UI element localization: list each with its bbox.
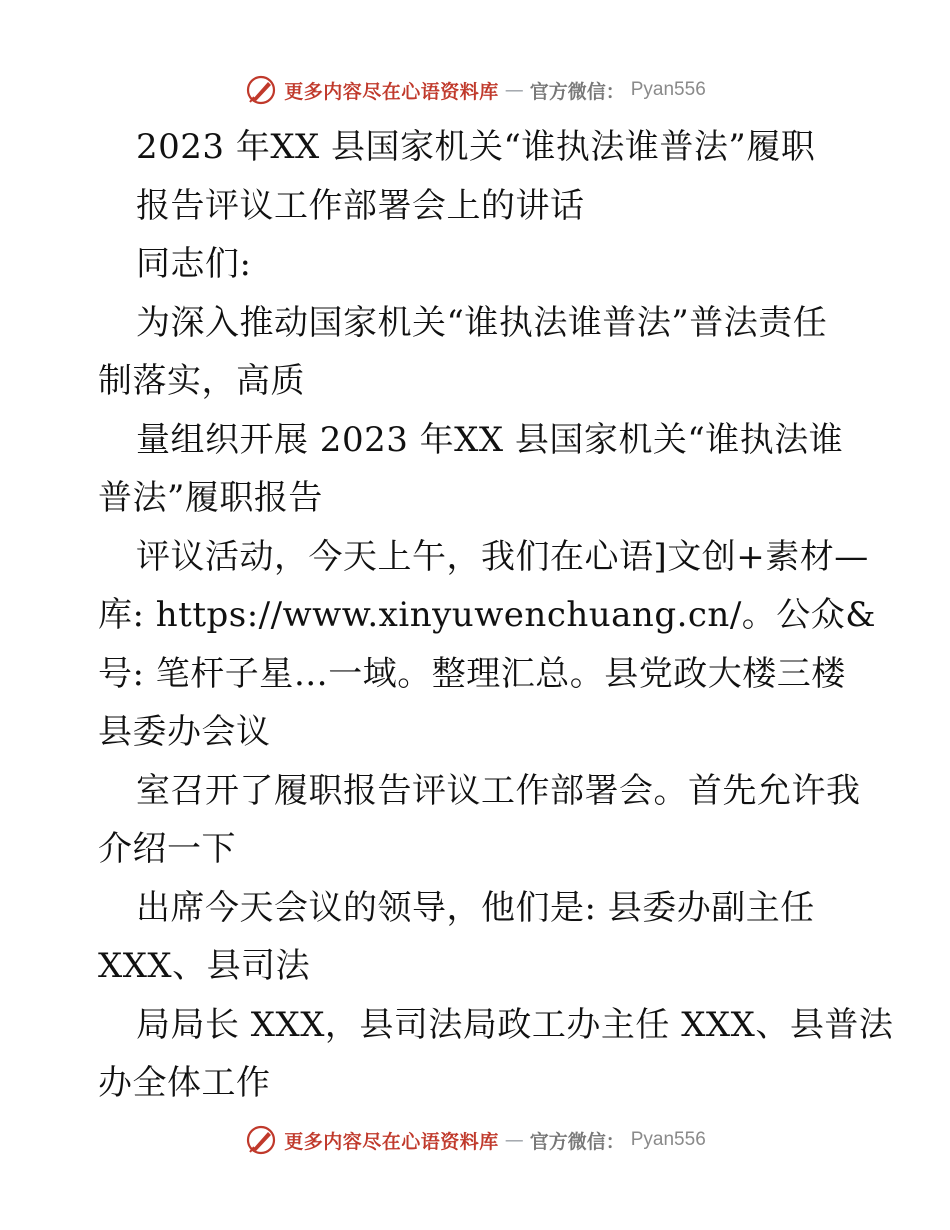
- document-body: [98, 118, 894, 1113]
- banner-main-text: 更多内容尽在心语资料库: [284, 80, 499, 103]
- text-line: XXX、县司法: [98, 946, 311, 986]
- banner-dash: —: [504, 79, 524, 101]
- quill-pen-logo: [244, 1123, 278, 1157]
- text-line: 同志们:: [136, 244, 252, 284]
- text-line: 介绍一下: [98, 829, 236, 869]
- banner-sub-text: 官方微信：: [529, 1130, 625, 1153]
- text-line: 报告评议工作部署会上的讲话: [136, 185, 585, 226]
- text-line: 为深入推动国家机关“谁执法谁普法”普法责任: [136, 302, 828, 343]
- footer-watermark-banner: [0, 1122, 950, 1158]
- text-line: 评议活动，今天上午，我们在心语]文创+素材—: [136, 536, 869, 577]
- banner-handle: Pyan556: [630, 79, 706, 100]
- text-line: 室召开了履职报告评议工作部署会。首先允许我: [136, 770, 861, 811]
- banner-main-text: 更多内容尽在心语资料库: [284, 1130, 499, 1153]
- text-line: 号: 笔杆子星…一域。整理汇总。县党政大楼三楼: [98, 653, 846, 694]
- text-line: 库: https://www.xinyuwenchuang.cn/。公众&: [98, 595, 877, 635]
- text-line: 2023 年XX 县国家机关“谁执法谁普法”履职: [136, 127, 816, 167]
- text-line: 量组织开展 2023 年XX 县国家机关“谁执法谁: [136, 419, 844, 460]
- text-line: 普法”履职报告: [98, 478, 323, 518]
- header-watermark-banner: [0, 72, 950, 108]
- text-line: 县委办会议: [98, 712, 271, 752]
- quill-pen-logo: [244, 73, 278, 107]
- banner-handle: Pyan556: [630, 1129, 706, 1150]
- text-line: 制落实，高质: [98, 361, 305, 401]
- text-line: 出席今天会议的领导，他们是: 县委办副主任: [136, 887, 815, 928]
- text-line: 办全体工作: [98, 1063, 271, 1103]
- banner-dash: —: [504, 1129, 524, 1151]
- banner-sub-text: 官方微信：: [529, 80, 625, 103]
- text-line: 局局长 XXX，县司法局政工办主任 XXX、县普法: [136, 1004, 894, 1045]
